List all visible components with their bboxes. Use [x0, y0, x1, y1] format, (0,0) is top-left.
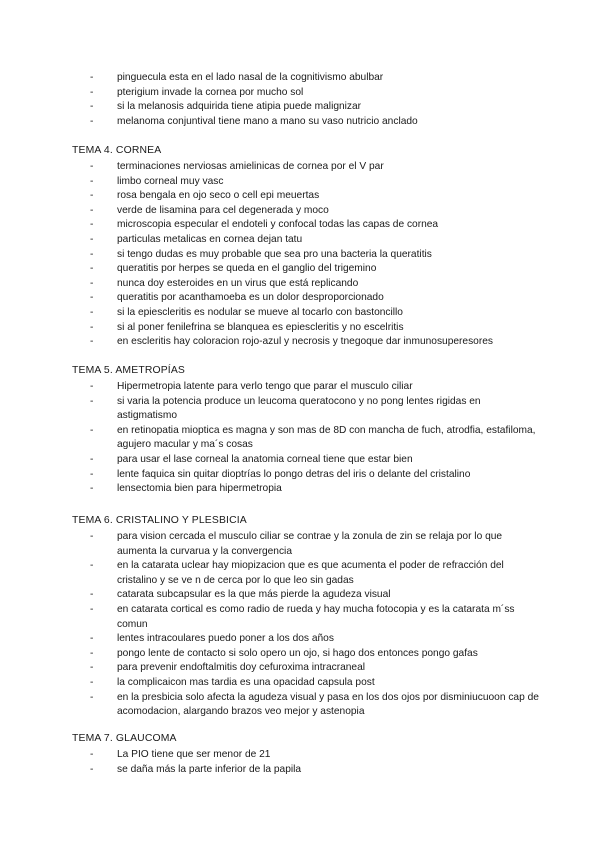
list-item-text: catarata subcapsular es la que más pierde la agudeza visual	[117, 589, 391, 601]
bullet-list	[72, 380, 542, 497]
list-item-text: si tengo dudas es muy probable que sea pro una bacteria la queratitis	[117, 248, 432, 260]
list-item-text: verde de lisamina para cel degenerada y moco	[117, 204, 329, 216]
dash-bullet: -	[90, 86, 94, 98]
list-item	[72, 661, 542, 676]
dash-bullet: -	[90, 647, 94, 659]
section-tema-4	[72, 144, 542, 350]
dash-bullet: -	[90, 190, 94, 202]
list-item-text: si la epiescleritis es nodular se mueve al tocarlo con bastoncillo	[117, 306, 403, 318]
list-item	[72, 748, 542, 763]
list-item	[72, 676, 542, 691]
list-item	[72, 160, 542, 175]
list-item	[72, 559, 542, 588]
list-item	[72, 291, 542, 306]
list-item-text: para usar el lase corneal la anatomia corneal tiene que estar bien	[117, 453, 413, 465]
bullet-list	[72, 71, 542, 129]
list-item-text: terminaciones nerviosas amielinicas de cornea por el V par	[117, 161, 384, 172]
list-item-text: en la presbicia solo afecta la agudeza visual y pasa en los dos ojos por disminiucuoon cap de acomodacion, alargando brazos veo mejor y astenopia	[117, 691, 539, 718]
dash-bullet: -	[90, 161, 94, 172]
list-item-text: La PIO tiene que ser menor de 21	[117, 749, 271, 760]
list-item-text: en catarata cortical es como radio de rueda y hay mucha fotocopia y es la catarata m´ss comun	[117, 603, 515, 630]
dash-bullet: -	[90, 483, 94, 495]
list-item-text: pinguecula esta en el lado nasal de la cognitivismo abulbar	[117, 72, 384, 83]
dash-bullet: -	[90, 381, 94, 392]
dash-bullet: -	[90, 336, 94, 348]
list-item-text: para vision cercada el musculo ciliar se contrae y la zonula de zin se relaja por lo que aumenta la curvarua y la convergencia	[117, 531, 503, 557]
list-item	[72, 86, 542, 101]
list-item	[72, 588, 542, 603]
dash-bullet: -	[90, 277, 94, 289]
list-item-text: si al poner fenilefrina se blanquea es epiescleritis y no escelritis	[117, 321, 404, 333]
list-item-text: para prevenir endoftalmitis doy cefuroxima intracraneal	[117, 662, 366, 674]
list-item-text: Hipermetropia latente para verlo tengo que parar el musculo ciliar	[117, 381, 413, 392]
list-item	[72, 233, 542, 248]
dash-bullet: -	[90, 101, 94, 113]
list-item	[72, 277, 542, 292]
list-item	[72, 395, 542, 424]
list-item	[72, 262, 542, 277]
dash-bullet: -	[90, 175, 94, 187]
list-item-text: rosa bengala en ojo seco o cell epi meuertas	[117, 190, 320, 202]
list-item	[72, 530, 542, 559]
list-item	[72, 71, 542, 86]
list-item-text: en retinopatia mioptica es magna y son mas de 8D con mancha de fuch, atrodfia, estafiloma, agujero macular y ma´s cosas	[117, 424, 536, 451]
list-item	[72, 204, 542, 219]
section-tema-5	[72, 364, 542, 497]
dash-bullet: -	[90, 691, 94, 703]
dash-bullet: -	[90, 662, 94, 674]
list-item	[72, 306, 542, 321]
list-item-text: melanoma conjuntival tiene mano a mano su vaso nutricio anclado	[117, 115, 418, 127]
list-item-text: se daña más la parte inferior de la papila	[117, 763, 302, 775]
list-item-text: nunca doy esteroides en un virus que está replicando	[117, 277, 359, 289]
section-tema-7	[72, 732, 542, 777]
dash-bullet: -	[90, 633, 94, 645]
dash-bullet: -	[90, 233, 94, 245]
list-item	[72, 100, 542, 115]
dash-bullet: -	[90, 306, 94, 318]
dash-bullet: -	[90, 115, 94, 127]
section-heading: TEMA 7. GLAUCOMA	[72, 733, 177, 744]
list-item	[72, 175, 542, 190]
list-item	[72, 321, 542, 336]
section-conjuntiva	[72, 71, 542, 129]
list-item	[72, 380, 542, 395]
list-item-text: queratitis por acanthamoeba es un dolor desproporcionado	[117, 292, 384, 304]
list-item	[72, 335, 542, 350]
list-item-text: en escleritis hay coloracion rojo-azul y necrosis y tnegoque dar inmunosuperesores	[117, 336, 494, 348]
section-heading: TEMA 5. AMETROPÍAS	[72, 365, 185, 376]
dash-bullet: -	[90, 321, 94, 333]
section-heading: TEMA 6. CRISTALINO Y PLESBICIA	[72, 515, 247, 526]
section-heading: TEMA 4. CORNEA	[72, 145, 162, 156]
dash-bullet: -	[90, 468, 94, 480]
dash-bullet: -	[90, 763, 94, 775]
list-item-text: microscopia especular el endoteli y confocal todas las capas de cornea	[117, 219, 439, 231]
list-item	[72, 189, 542, 204]
bullet-list	[72, 530, 542, 720]
list-item-text: lente faquica sin quitar dioptrías lo pongo detras del iris o delante del cristalino	[117, 468, 471, 480]
list-item-text: pongo lente de contacto si solo opero un ojo, si hago dos entonces pongo gafas	[117, 647, 478, 659]
list-item-text: limbo corneal muy vasc	[117, 175, 224, 187]
list-item-text: la complicaicon mas tardia es una opacidad capsula post	[117, 676, 375, 688]
dash-bullet: -	[90, 749, 94, 760]
list-item-text: si la melanosis adquirida tiene atipia puede malignizar	[117, 101, 362, 113]
list-item-text: lentes intracoulares puedo poner a los dos años	[117, 633, 334, 645]
list-item	[72, 218, 542, 233]
section-tema-6	[72, 514, 542, 720]
list-item-text: particulas metalicas en cornea dejan tatu	[117, 233, 303, 245]
dash-bullet: -	[90, 589, 94, 601]
dash-bullet: -	[90, 263, 94, 275]
list-item	[72, 603, 542, 632]
dash-bullet: -	[90, 219, 94, 231]
list-item-text: queratitis por herpes se queda en el ganglio del trigemino	[117, 263, 377, 275]
list-item	[72, 453, 542, 468]
dash-bullet: -	[90, 248, 94, 260]
list-item	[72, 691, 542, 720]
list-item	[72, 424, 542, 453]
dash-bullet: -	[90, 292, 94, 304]
list-item	[72, 115, 542, 130]
list-item-text: si varia la potencia produce un leucoma queratocono y no pong lentes rigidas en astigmatismo	[117, 395, 481, 422]
list-item-text: en la catarata uclear hay miopizacion que es que acumenta el poder de refracción del cristalino y se ve n de cerca por lo que leo sin gadas	[117, 560, 504, 586]
dash-bullet: -	[90, 603, 94, 615]
list-item	[72, 632, 542, 647]
bullet-list	[72, 160, 542, 350]
list-item	[72, 763, 542, 778]
dash-bullet: -	[90, 531, 94, 542]
dash-bullet: -	[90, 204, 94, 216]
dash-bullet: -	[90, 676, 94, 688]
list-item	[72, 482, 542, 497]
dash-bullet: -	[90, 395, 94, 407]
list-item	[72, 468, 542, 483]
dash-bullet: -	[90, 424, 94, 436]
dash-bullet: -	[90, 560, 94, 572]
list-item	[72, 647, 542, 662]
list-item	[72, 248, 542, 263]
list-item-text: lensectomia bien para hipermetropia	[117, 483, 282, 495]
bullet-list	[72, 748, 542, 777]
dash-bullet: -	[90, 72, 94, 83]
list-item-text: pterigium invade la cornea por mucho sol	[117, 86, 304, 98]
dash-bullet: -	[90, 453, 94, 465]
